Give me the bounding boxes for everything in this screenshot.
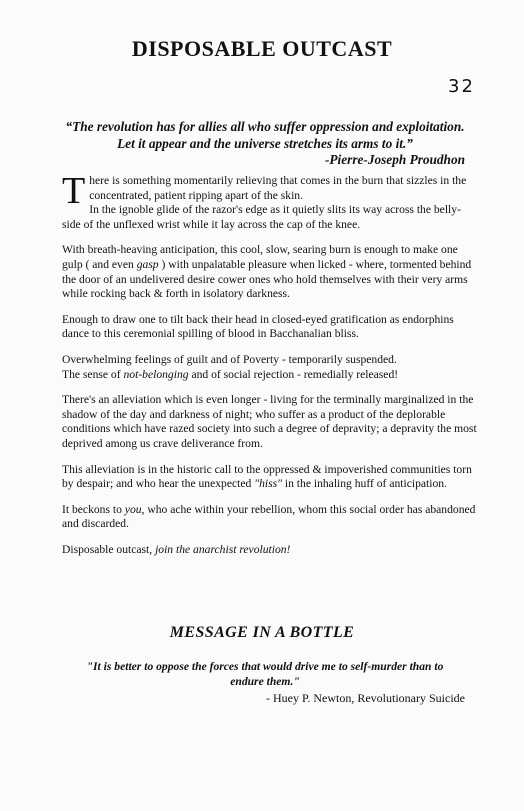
paragraph-6-emphasis: "hiss": [254, 477, 282, 491]
paragraph-4-b: and of social rejection - remedially released!: [188, 367, 399, 381]
page-number: 32: [448, 76, 475, 97]
paragraph-2-a: With breath-heaving anticipation, this cool, slow, searing burn is enough to make one gulp ( and even: [62, 243, 458, 271]
page-title: DISPOSABLE OUTCAST: [131, 36, 393, 61]
paragraph-4: [62, 353, 477, 382]
paragraph-1-text: here is something momentarily relieving that comes in the burn that sizzles in the concentrated, patient ripping apart of the skin.: [89, 174, 467, 202]
epigraph-attribution: -Pierre-Joseph Proudhon: [325, 152, 465, 167]
paragraph-6-a: This alleviation is in the historic call to the oppressed & impoverished communities torn by despair; and who hear the unexpected: [62, 462, 472, 491]
paragraph-1: [62, 170, 477, 232]
paragraph-6-b: in the inhaling huff of anticipation.: [281, 477, 447, 491]
paragraph-8-emphasis: join the anarchist revolution!: [155, 542, 291, 556]
paragraph-2-b: ) with unpalatable pleasure when licked - where, tormented behind the door of an undelivered desire cower ones who hold themselves with their very arms while rocking back & forth in isolatory darkness.: [62, 257, 472, 301]
paragraph-8: [62, 543, 477, 558]
paragraph-7-emphasis: you: [124, 502, 142, 516]
paragraph-7-b: , who ache within your rebellion, whom this social order has abandoned and discarded.: [62, 502, 476, 531]
paragraph-6: [62, 463, 477, 492]
message-attribution: - Huey P. Newton, Revolutionary Suicide: [266, 691, 465, 705]
drop-cap: T: [62, 170, 86, 212]
message-quote: "It is better to oppose the forces that would drive me to self-murder than to endure them.": [86, 660, 444, 688]
paragraph-2-emphasis: gasp: [136, 257, 159, 271]
paragraph-7: [62, 503, 477, 532]
paragraph-2: [62, 243, 477, 301]
paragraph-4-a: The sense of: [62, 367, 124, 381]
paragraph-4-line-1: Overwhelming feelings of guilt and of Poverty - temporarily suspended.: [62, 352, 397, 366]
paragraph-4-emphasis: not-belonging: [123, 367, 189, 381]
paragraph-3: Enough to draw one to tilt back their head in closed-eyed gratification as endorphins dance to this ceremonial spilling of blood in Bacchanalian bliss.: [62, 312, 454, 341]
paragraph-7-a: It beckons to: [62, 502, 125, 516]
epigraph-quote: “The revolution has for allies all who suffer oppression and exploitation. Let it appear and the universe stretches its arms to it.”: [65, 119, 465, 151]
paragraph-8-a: Disposable outcast,: [62, 542, 156, 556]
paragraph-1-line-2: In the ignoble glide of the razor's edge as it quietly slits its way across the belly-side of the unflexed wrist while it lay across the cap of the knee.: [62, 203, 461, 231]
message-title: MESSAGE IN A BOTTLE: [169, 624, 355, 641]
article-body: [62, 170, 477, 568]
paragraph-5: There's an alleviation which is even longer - living for the terminally marginalized in the shadow of the day and darkness of night; who suffer as a product of the deplorable conditions which have razed society into such a degree of depravity; a depravity the most deprived among us crave deliverance from.: [62, 393, 477, 450]
